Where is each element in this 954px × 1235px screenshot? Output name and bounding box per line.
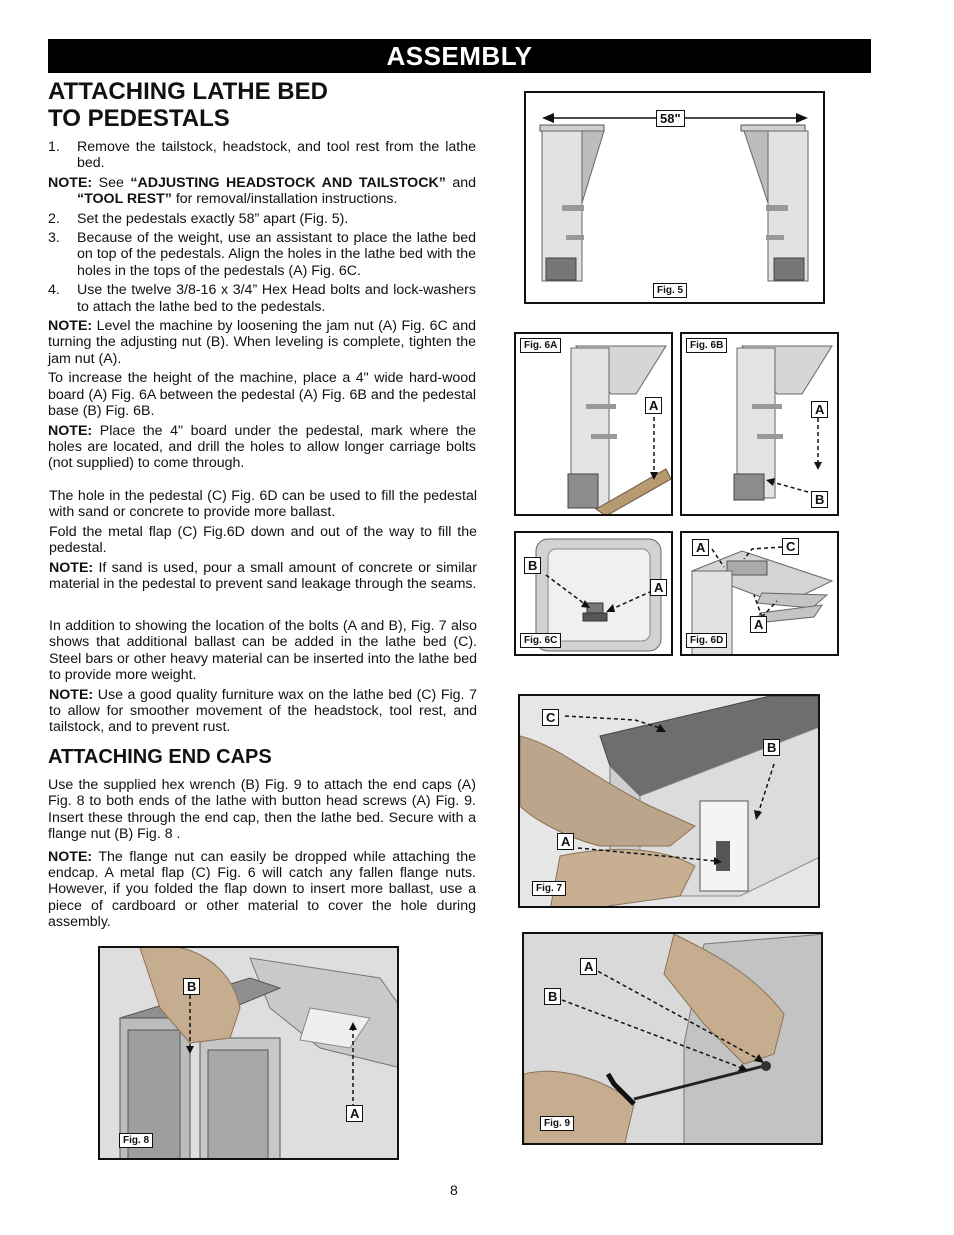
callout-a: A — [346, 1105, 363, 1122]
callout-a: A — [557, 833, 574, 850]
paragraph-bolts: In addition to showing the location of the bolts (A and B), Fig. 7 also shows that additional ballast can be added in the lathe bed (C). Steel bars or other heavy material can be inserted into the lathe bed to provide more weight. — [49, 618, 477, 684]
step-text: Because of the weight, use an assistant to place the lathe bed on top of the pedestals. Align the holes in the lathe bed with the holes in the tops of the pedestals (A) Fig. 6C. — [77, 230, 476, 279]
step-text: Remove the tailstock, headstock, and tool rest from the lathe bed. — [77, 139, 476, 172]
step-3 — [48, 230, 476, 279]
figure-caption: Fig. 6B — [686, 338, 727, 353]
step-number: 4. — [48, 282, 60, 299]
step-number: 3. — [48, 230, 60, 247]
paragraph-height: To increase the height of the machine, place a 4" wide hard-wood board (A) Fig. 6A between the pedestal (A) Fig. 6B and the pedestal base (B) Fig. 6B. — [48, 370, 476, 420]
figure-caption: Fig. 6C — [520, 633, 561, 648]
paragraph-metal-flap: Fold the metal flap (C) Fig.6D down and out of the way to fill the pedestal. — [49, 523, 477, 557]
section-title-line2: TO PEDESTALS — [48, 105, 230, 132]
note-label: NOTE: — [48, 174, 93, 191]
note-label: NOTE: — [48, 318, 93, 335]
section-banner: ASSEMBLY — [48, 39, 871, 73]
figure-caption: Fig. 6D — [686, 633, 727, 648]
lathe-bed-bolts-illustration — [520, 696, 820, 908]
callout-a: A — [645, 397, 662, 414]
page-number: 8 — [450, 1182, 458, 1198]
step-4 — [48, 282, 476, 315]
figure-caption: Fig. 8 — [119, 1133, 153, 1148]
paragraph-ballast-hole: The hole in the pedestal (C) Fig. 6D can be used to fill the pedestal with sand or concrete to provide more ballast. — [49, 488, 477, 521]
step-1 — [48, 139, 476, 172]
end-cap-screw-illustration — [524, 934, 823, 1145]
end-caps-title: ATTACHING END CAPS — [48, 746, 272, 768]
instructions-column-bed — [49, 618, 477, 739]
paragraph-end-caps: Use the supplied hex wrench (B) Fig. 9 to attach the end caps (A) Fig. 8 to both ends of the lathe with button head screws (A) Fig. 9. Insert these through the end cap, then the lathe bed. Secure with a flange nut (B) Fig. 8 . — [48, 777, 476, 843]
note-leveling: NOTE: Level the machine by loosening the jam nut (A) Fig. 6C and turning the adjusting nut (B). When leveling is complete, tighten the jam nut (A). — [48, 318, 476, 367]
instructions-column-ballast — [49, 488, 477, 595]
pedestal-base-illustration — [682, 334, 839, 516]
figure-caption: Fig. 5 — [653, 283, 687, 298]
figure-9 — [522, 932, 823, 1145]
note-label: NOTE: — [48, 422, 93, 439]
section-title — [48, 78, 478, 132]
figure-caption: Fig. 6A — [520, 338, 561, 353]
figure-6c — [514, 531, 673, 656]
callout-b: B — [524, 557, 541, 574]
step-text: Set the pedestals exactly 58” apart (Fig. 5). — [77, 210, 349, 227]
callout-c: C — [782, 538, 799, 555]
note-label: NOTE: — [49, 559, 94, 576]
pedestal-board-illustration — [516, 334, 673, 516]
note-removal: NOTE: See “ADJUSTING HEADSTOCK AND TAILSTOCK” and “TOOL REST” for removal/installation instructions. — [48, 174, 476, 208]
callout-b: B — [544, 988, 561, 1005]
note-sand: NOTE: If sand is used, pour a small amount of concrete or similar material in the pedestal to prevent sand leakage through the seams. — [49, 559, 477, 593]
figure-6d — [680, 531, 839, 656]
callout-a-bottom: A — [750, 616, 767, 633]
end-cap-flange-nut-illustration — [100, 948, 399, 1160]
step-2 — [48, 211, 476, 227]
section-title-line1: ATTACHING LATHE BED — [48, 78, 328, 105]
figure-8 — [98, 946, 399, 1160]
figure-6b — [680, 332, 839, 516]
note-label: NOTE: — [49, 686, 94, 703]
instructions-column-top — [48, 139, 476, 475]
figure-6a — [514, 332, 673, 516]
figure-caption: Fig. 9 — [540, 1116, 574, 1131]
callout-a: A — [811, 401, 828, 418]
callout-a: A — [650, 579, 667, 596]
step-number: 1. — [48, 139, 60, 155]
note-flange-nut: NOTE: The flange nut can easily be dropped while attaching the endcap. A metal flap (C) Fig. 6 will catch any fallen flange nuts. However, if you folded the flap down to insert more ballast, use a piece of cardboard or other material to cover the hole during assembly. — [48, 848, 477, 931]
callout-a-top: A — [692, 539, 709, 556]
callout-b: B — [763, 739, 780, 756]
callout-c: C — [542, 709, 559, 726]
callout-b: B — [811, 491, 828, 508]
instructions-column-end-caps — [48, 777, 476, 934]
figure-5 — [524, 91, 825, 304]
note-label: NOTE: — [48, 848, 93, 865]
figure-7 — [518, 694, 820, 908]
dimension-label: 58" — [656, 110, 685, 127]
note-wax: NOTE: Use a good quality furniture wax on the lathe bed (C) Fig. 7 to allow for smoother movement of the headstock, tool rest, and tailstock, and to prevent rust. — [49, 686, 477, 736]
callout-b: B — [183, 978, 200, 995]
callout-a: A — [580, 958, 597, 975]
step-text: Use the twelve 3/8-16 x 3/4” Hex Head bolts and lock-washers to attach the lathe bed to the pedestals. — [77, 282, 476, 315]
note-board: NOTE: Place the 4" board under the pedestal, mark where the holes are located, and drill the holes to allow longer carriage bolts (not supplied) to come through. — [48, 422, 476, 472]
figure-caption: Fig. 7 — [532, 881, 566, 896]
step-number: 2. — [48, 210, 60, 227]
